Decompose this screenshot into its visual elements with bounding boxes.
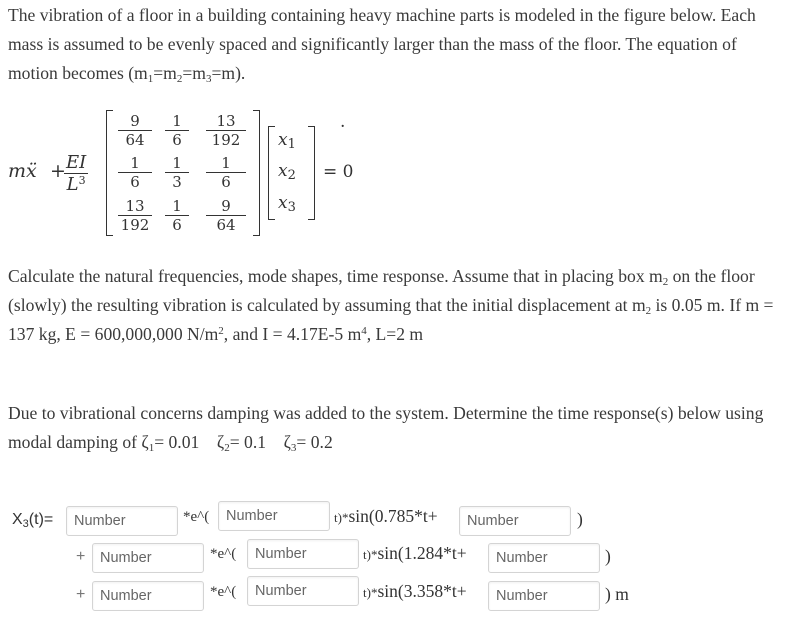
zeta2-value: = 0.1 xyxy=(229,432,267,452)
row1-exponent-input[interactable] xyxy=(218,501,330,531)
vector-variable: x xyxy=(278,193,288,213)
vector-entry xyxy=(278,193,296,213)
row3-amplitude-input[interactable] xyxy=(92,581,204,611)
row3-sin: sin(3.358*t+ xyxy=(377,581,467,601)
row3-close-paren: ) m xyxy=(605,584,629,604)
matrix-denominator: 64 xyxy=(216,216,236,234)
ei-numerator: EI xyxy=(66,152,87,173)
matrix-entry xyxy=(206,112,246,149)
vector-index: 1 xyxy=(287,137,296,152)
matrix-denominator: 6 xyxy=(172,216,182,234)
row1-exp-label: *e^( xyxy=(183,509,210,525)
eq-text: =m xyxy=(182,63,206,83)
matrix-denominator: 64 xyxy=(125,131,145,149)
x3-letter: X xyxy=(12,511,23,528)
row2-sin-label xyxy=(363,543,467,564)
zeta3-value: = 0.2 xyxy=(296,432,333,452)
vector-entry xyxy=(278,130,296,150)
l-exponent: 3 xyxy=(78,174,86,187)
matrix-denominator: 192 xyxy=(211,131,241,149)
row1-sin: sin(0.785*t+ xyxy=(348,506,438,526)
stray-dot: . xyxy=(340,112,346,132)
problem-text: , L=2 m xyxy=(366,324,424,344)
problem-text: Calculate the natural frequencies, mode shapes, time response. Assume that in placing box m xyxy=(8,266,663,286)
zeta1-subscript: 1 xyxy=(148,442,155,454)
vector-right-bracket xyxy=(308,126,315,220)
matrix-denominator: 192 xyxy=(120,216,150,234)
m2-superscript: 2 xyxy=(218,325,224,337)
vector-variable: x xyxy=(278,130,288,150)
problem-text: is 0.05 m. If m = 137 kg, E = 600,000,000 N/m xyxy=(8,295,774,344)
matrix-denominator: 6 xyxy=(172,131,182,149)
row3-exp-label: *e^( xyxy=(210,584,237,600)
row3-exp-close: t)* xyxy=(363,585,378,600)
x3-label xyxy=(12,511,53,529)
row2-exp-label: *e^( xyxy=(210,546,237,562)
matrix-numerator: 1 xyxy=(206,154,246,173)
matrix-entry xyxy=(165,154,189,191)
row2-exp-close: t)* xyxy=(363,547,378,562)
l-symbol: L xyxy=(66,174,79,195)
matrix-denominator: 3 xyxy=(172,173,182,191)
intro-text: The vibration of a floor in a building containing heavy machine parts is modeled in the figure below. Each mass is assumed to be evenly spaced and significantly larger than the mass of the floor. The equation of motion becomes (m xyxy=(8,5,756,83)
problem-text: , and I = 4.17E-5 m xyxy=(223,324,362,344)
eq-text: =m xyxy=(153,63,177,83)
m4-superscript: 4 xyxy=(361,325,367,337)
xddot-symbol: ẍ xyxy=(26,160,37,182)
m3-subscript: 3 xyxy=(205,73,212,85)
equals-zero: = 0 xyxy=(323,162,354,182)
zeta3-subscript: 3 xyxy=(290,442,297,454)
row1-sin-label xyxy=(334,506,438,527)
row1-amplitude-input[interactable] xyxy=(66,506,178,536)
matrix-numerator: 1 xyxy=(165,112,189,131)
m2-subscript: 2 xyxy=(645,305,652,317)
matrix-numerator: 1 xyxy=(165,197,189,216)
row2-close-paren: ) xyxy=(605,546,611,566)
matrix-denominator: 6 xyxy=(130,173,140,191)
row2-exponent-input[interactable] xyxy=(247,539,359,569)
zeta3-symbol: ζ xyxy=(283,432,291,452)
vector-index: 3 xyxy=(287,200,296,215)
row3-phase-input[interactable] xyxy=(488,581,600,611)
vector-index: 2 xyxy=(287,168,296,183)
x3-rest: (t)= xyxy=(28,511,54,528)
matrix-numerator: 1 xyxy=(118,154,152,173)
matrix-entry xyxy=(165,112,189,149)
problem-paragraph xyxy=(8,262,784,349)
row2-plus: + xyxy=(76,548,86,565)
matrix-left-bracket xyxy=(106,110,113,236)
intro-paragraph xyxy=(8,1,784,88)
m2-subscript: 2 xyxy=(662,276,669,288)
zeta2-symbol: ζ xyxy=(216,432,225,452)
matrix-numerator: 13 xyxy=(118,197,152,216)
matrix-entry xyxy=(118,154,152,191)
mass-symbol: m xyxy=(8,160,27,182)
row2-sin: sin(1.284*t+ xyxy=(377,543,467,563)
m2-subscript: 2 xyxy=(176,73,183,85)
matrix-entry xyxy=(118,197,152,234)
plus-sign: + xyxy=(50,160,66,182)
matrix-denominator: 6 xyxy=(221,173,231,191)
matrix-entry xyxy=(206,197,246,234)
row1-exp-close: t)* xyxy=(334,510,349,525)
row3-exponent-input[interactable] xyxy=(247,576,359,606)
matrix-entry xyxy=(206,154,246,191)
x3-subscript: 3 xyxy=(22,518,29,530)
matrix-numerator: 1 xyxy=(165,154,189,173)
damping-text: Due to vibrational concerns damping was added to the system. Determine the time response(s) below using modal damping of ζ xyxy=(8,403,764,452)
row1-phase-input[interactable] xyxy=(459,506,571,536)
matrix-entry xyxy=(118,112,152,149)
row3-plus: + xyxy=(76,586,86,603)
zeta2-subscript: 2 xyxy=(224,442,230,454)
ei-over-l3 xyxy=(64,152,88,195)
row1-close-paren: ) xyxy=(577,509,583,529)
l3-denominator xyxy=(64,174,88,195)
vector-variable: x xyxy=(278,161,288,181)
vector-left-bracket xyxy=(268,126,275,220)
zeta1-value: = 0.01 xyxy=(154,432,200,452)
matrix-numerator: 9 xyxy=(118,112,152,131)
row3-sin-label xyxy=(363,581,467,602)
m-xddot xyxy=(8,160,37,182)
matrix-entry xyxy=(165,197,189,234)
row2-phase-input[interactable] xyxy=(488,543,600,573)
problem-text: on the floor (slowly) the resulting vibration is calculated by assuming that the initial displacement at m xyxy=(8,266,755,315)
matrix-right-bracket xyxy=(253,110,260,236)
row2-amplitude-input[interactable] xyxy=(92,543,204,573)
m1-subscript: 1 xyxy=(147,73,154,85)
eq-text: =m). xyxy=(211,63,246,83)
damping-paragraph xyxy=(8,399,784,457)
vector-entry xyxy=(278,161,296,181)
matrix-numerator: 9 xyxy=(206,197,246,216)
matrix-numerator: 13 xyxy=(206,112,246,131)
